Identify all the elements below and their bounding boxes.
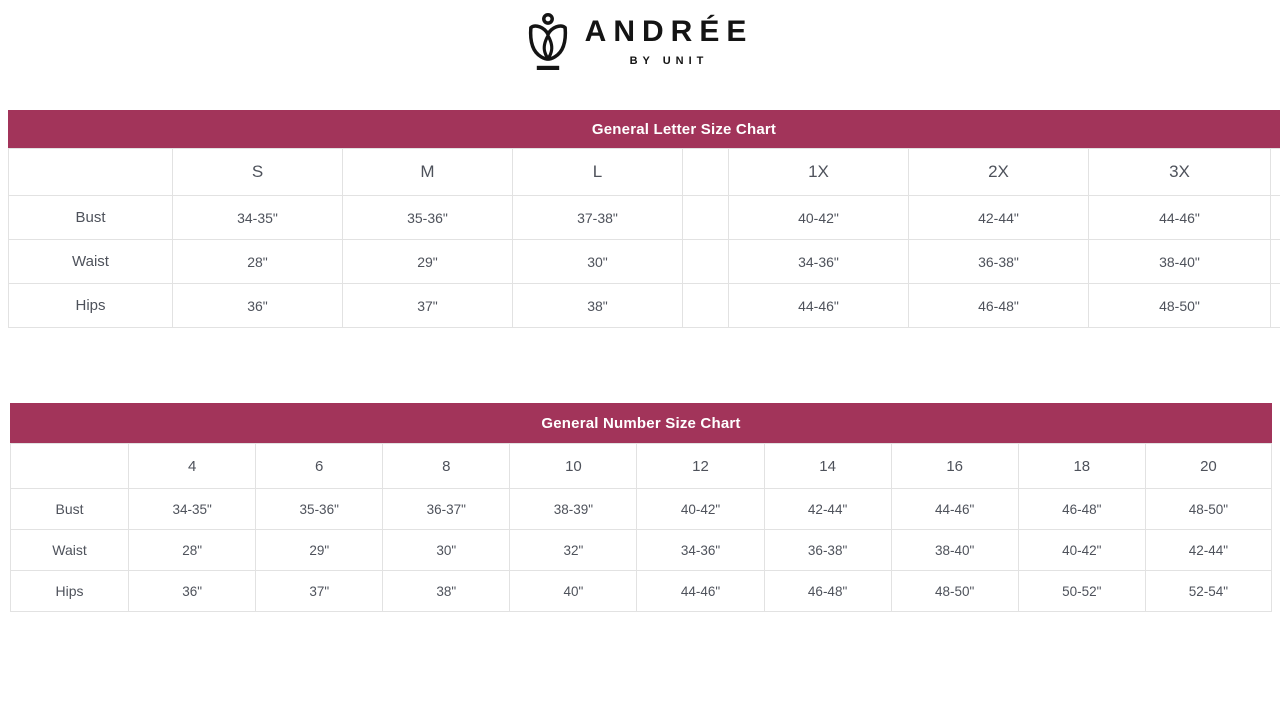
size-value-cell: 40" <box>510 571 637 612</box>
size-column-header: L <box>513 149 683 196</box>
brand-text <box>581 17 754 67</box>
size-value-cell: 44-46" <box>1089 196 1271 240</box>
size-value-cell: 37" <box>343 284 513 328</box>
number-size-chart-table <box>10 443 1272 612</box>
empty-cell <box>683 240 729 284</box>
size-value-cell: 38-39" <box>510 489 637 530</box>
size-value-cell: 44-46" <box>637 571 764 612</box>
tulip-logo-icon <box>527 12 569 72</box>
size-value-cell: 37" <box>256 571 383 612</box>
size-value-cell: 36" <box>173 284 343 328</box>
size-column-header: M <box>343 149 513 196</box>
letter-size-chart-table <box>8 148 1280 328</box>
size-value-cell: 38" <box>513 284 683 328</box>
size-column-header: 3X <box>1089 149 1271 196</box>
size-value-cell: 35-36" <box>343 196 513 240</box>
size-value-cell: 36-38" <box>909 240 1089 284</box>
size-value-cell: 38-40" <box>1089 240 1271 284</box>
empty-header-cell <box>1271 149 1280 196</box>
size-column-header: 14 <box>764 444 891 489</box>
size-column-header: 20 <box>1145 444 1271 489</box>
size-value-cell: 36-37" <box>383 489 510 530</box>
measurement-row <box>9 284 1280 328</box>
size-value-cell: 40-42" <box>1018 530 1145 571</box>
brand-name: ANDRÉE <box>584 15 754 48</box>
size-value-cell: 36-38" <box>764 530 891 571</box>
size-value-cell: 42-44" <box>909 196 1089 240</box>
size-value-cell: 48-50" <box>1145 489 1271 530</box>
row-label: Hips <box>9 284 173 328</box>
measurement-row <box>9 196 1280 240</box>
empty-cell <box>683 196 729 240</box>
size-value-cell: 40-42" <box>637 489 764 530</box>
empty-cell <box>683 284 729 328</box>
row-label: Waist <box>9 240 173 284</box>
letter-size-chart-section <box>8 110 1280 328</box>
size-value-cell: 30" <box>513 240 683 284</box>
brand-tagline: BY UNIT <box>629 55 709 67</box>
letter-size-chart-title: General Letter Size Chart <box>8 110 1280 148</box>
size-value-cell: 34-35" <box>173 196 343 240</box>
number-size-chart-title: General Number Size Chart <box>10 403 1272 443</box>
size-value-cell: 48-50" <box>891 571 1018 612</box>
row-label: Bust <box>11 489 129 530</box>
empty-header-cell <box>683 149 729 196</box>
size-column-header: 16 <box>891 444 1018 489</box>
row-label: Waist <box>11 530 129 571</box>
size-value-cell: 46-48" <box>909 284 1089 328</box>
size-column-header: 4 <box>129 444 256 489</box>
size-column-header: 18 <box>1018 444 1145 489</box>
empty-cell <box>1271 284 1280 328</box>
size-value-cell: 37-38" <box>513 196 683 240</box>
size-value-cell: 46-48" <box>1018 489 1145 530</box>
size-value-cell: 48-50" <box>1089 284 1271 328</box>
size-value-cell: 44-46" <box>891 489 1018 530</box>
empty-header-cell <box>9 149 173 196</box>
number-size-chart-section <box>10 403 1272 612</box>
size-value-cell: 38" <box>383 571 510 612</box>
empty-header-cell <box>11 444 129 489</box>
empty-cell <box>1271 240 1280 284</box>
size-column-header: 8 <box>383 444 510 489</box>
size-column-header: 1X <box>729 149 909 196</box>
size-value-cell: 34-36" <box>637 530 764 571</box>
size-value-cell: 36" <box>129 571 256 612</box>
measurement-row <box>9 240 1280 284</box>
size-value-cell: 35-36" <box>256 489 383 530</box>
size-value-cell: 28" <box>173 240 343 284</box>
size-column-header: 2X <box>909 149 1089 196</box>
size-value-cell: 50-52" <box>1018 571 1145 612</box>
size-value-cell: 44-46" <box>729 284 909 328</box>
measurement-row <box>11 489 1272 530</box>
size-value-cell: 34-35" <box>129 489 256 530</box>
measurement-row <box>11 530 1272 571</box>
size-value-cell: 30" <box>383 530 510 571</box>
size-value-cell: 34-36" <box>729 240 909 284</box>
empty-cell <box>1271 196 1280 240</box>
brand-logo <box>0 12 1280 72</box>
size-column-header: 6 <box>256 444 383 489</box>
column-header-row <box>9 149 1280 196</box>
size-value-cell: 52-54" <box>1145 571 1271 612</box>
size-value-cell: 29" <box>343 240 513 284</box>
size-value-cell: 32" <box>510 530 637 571</box>
measurement-row <box>11 571 1272 612</box>
size-value-cell: 46-48" <box>764 571 891 612</box>
column-header-row <box>11 444 1272 489</box>
size-value-cell: 42-44" <box>764 489 891 530</box>
size-column-header: S <box>173 149 343 196</box>
row-label: Hips <box>11 571 129 612</box>
row-label: Bust <box>9 196 173 240</box>
size-value-cell: 42-44" <box>1145 530 1271 571</box>
size-value-cell: 28" <box>129 530 256 571</box>
size-column-header: 10 <box>510 444 637 489</box>
size-column-header: 12 <box>637 444 764 489</box>
size-value-cell: 40-42" <box>729 196 909 240</box>
size-value-cell: 38-40" <box>891 530 1018 571</box>
size-value-cell: 29" <box>256 530 383 571</box>
